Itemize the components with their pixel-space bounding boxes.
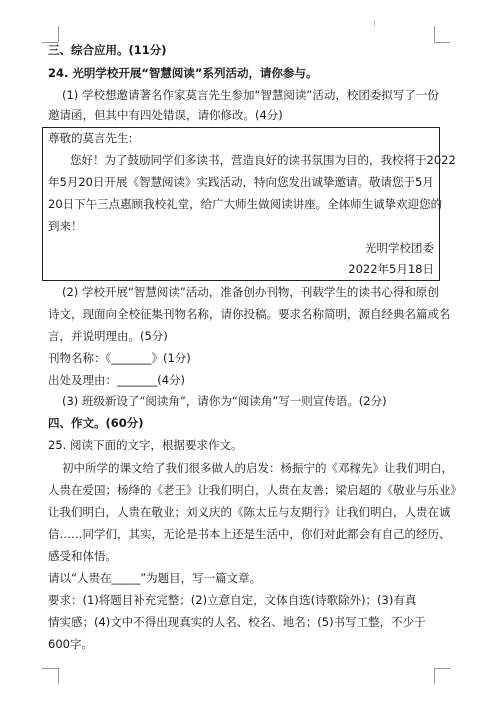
passage-line-2: 人贵在爱国；杨绛的《老王》让我们明白，人贵在友善；梁启超的《敬业与乐业》 — [48, 483, 462, 497]
letter-date: 2022年5月18日 — [348, 262, 434, 276]
crop-mark-top-right-v — [434, 26, 435, 42]
q24-intro: 24. 光明学校开展“智慧阅读”系列活动，请你参与。 — [48, 66, 318, 80]
part1-line-1: (1) 学校想邀请著名作家莫言先生参加“智慧阅读”活动，校团委拟写了一份 — [62, 88, 439, 102]
q25-intro: 25. 阅读下面的文字，根据要求作文。 — [48, 438, 243, 452]
passage-line-5: 感受和体悟。 — [48, 549, 117, 563]
part2-line-1: (2) 学校开展“智慧阅读”活动，准备创办刊物，刊载学生的读书心得和原创 — [62, 285, 439, 299]
letter-body-line-4: 到来！ — [48, 219, 83, 233]
letter-body-line-3: 20日下午三点惠顾我校礼堂，给广大师生做阅读讲座。全体师生诚挚欢迎您的 — [48, 197, 443, 211]
passage-line-4: 信……同学们，其实，无论是书本上还是生活中，你们对此都会有自己的经历、 — [48, 527, 451, 541]
requirements-line-2: 情实感；(4)文中不得出现真实的人名、校名、地名；(5)书写工整，不少于 — [48, 615, 426, 629]
section4-heading: 四、作文。(60分) — [48, 416, 144, 430]
crop-mark-bottom-left-v — [58, 668, 59, 684]
passage-line-3: 让我们明白，人贵在敬业；刘义庆的《陈太丘与友期行》让我们明白，人贵在诚 — [48, 505, 451, 519]
requirements-line-1: 要求：(1)将题目补充完整；(2)立意自定，文体自选(诗歌除外)；(3)有真 — [48, 593, 417, 607]
letter-body-line-2: 年5月20日开展《智慧阅读》实践活动，特向您发出诚挚邀请。敬请您于5月 — [48, 175, 434, 189]
passage-line-1: 初中所学的课文给了我们很多做人的启发：杨振宁的《邓稼先》让我们明白， — [62, 461, 453, 475]
part1-line-2: 邀请函，但其中有四处错误，请你修改。(4分) — [48, 108, 283, 122]
crop-mark-bottom-right-h — [434, 668, 450, 669]
crop-mark-bottom-left-h — [42, 668, 58, 669]
letter-body-line-1: 您好！为了鼓励同学们多读书，营造良好的读书氛围为目的，我校将于2022 — [70, 153, 456, 167]
fill-publication-name: 刊物名称：《_______》(1分) — [48, 351, 191, 365]
crop-mark-top-left-v — [58, 26, 59, 42]
fill-source-reason: 出处及理由：_______(4分) — [48, 373, 186, 387]
requirements-line-3: 600字。 — [48, 637, 93, 651]
part2-line-3: 言，并说明理由。(5分) — [48, 329, 168, 343]
part3: (3) 班级新设了“阅读角”，请你为“阅读角”写一则宣传语。(2分) — [62, 394, 387, 408]
scan-mark — [374, 20, 375, 26]
section3-heading: 三、综合应用。(11分) — [48, 43, 167, 57]
letter-signature: 光明学校团委 — [365, 241, 434, 255]
crop-mark-bottom-right-v — [434, 668, 435, 684]
essay-title-prompt: 请以“人贵在_____”为题目，写一篇文章。 — [48, 571, 262, 585]
part2-line-2: 诗文，现面向全校征集刊物名称，请你投稿。要求名称简明，源自经典名篇或名 — [48, 307, 451, 321]
letter-greeting: 尊敬的莫言先生: — [48, 131, 133, 145]
